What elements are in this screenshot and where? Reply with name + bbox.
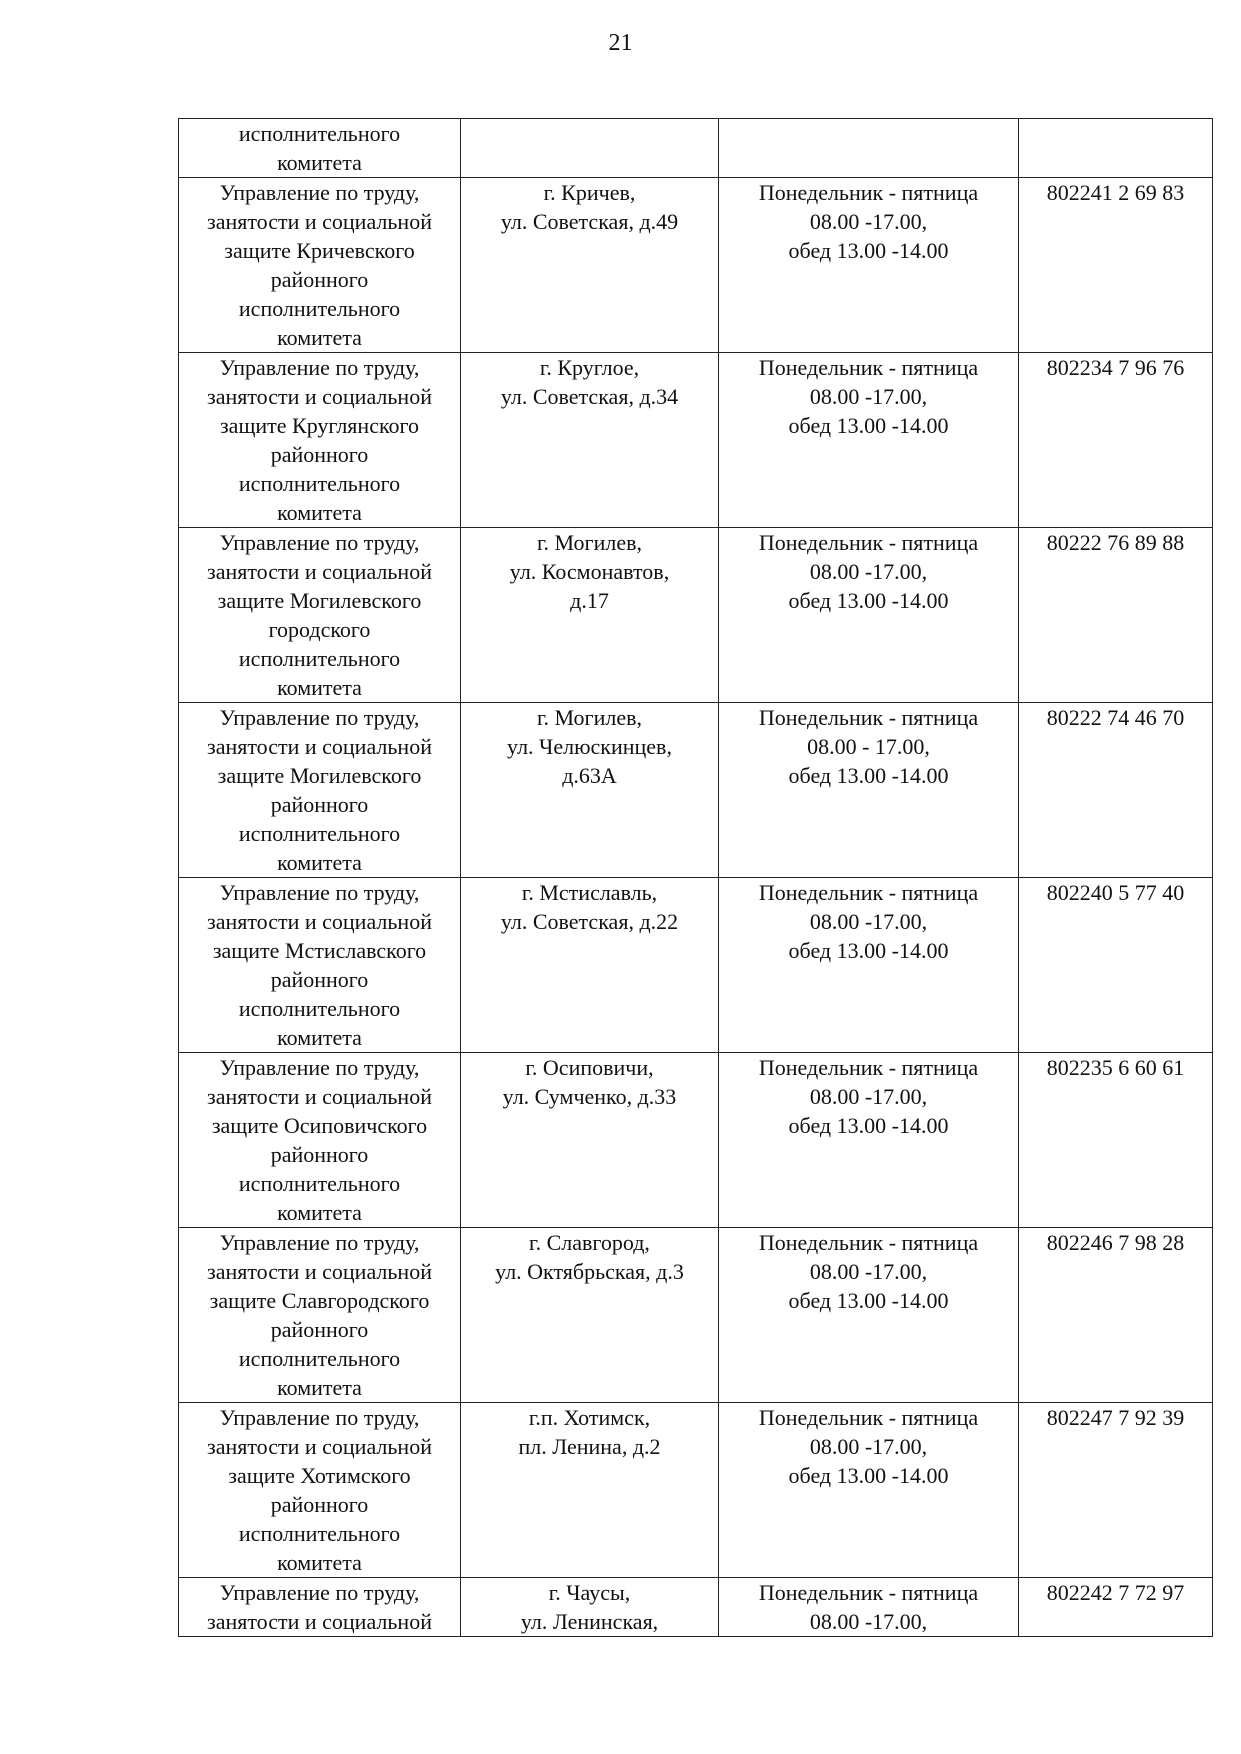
hours-cell: Понедельник - пятница 08.00 -17.00, обед 13.00 -14.00 xyxy=(719,353,1019,528)
address-cell: г. Славгород, ул. Октябрьская, д.3 xyxy=(461,1228,719,1403)
organization-cell: Управление по труду, занятости и социальной защите Славгородского районного исполнительного комитета xyxy=(179,1228,461,1403)
table-row xyxy=(179,119,1213,178)
offices-table xyxy=(178,118,1213,1637)
hours-cell: Понедельник - пятница 08.00 -17.00, обед 13.00 -14.00 xyxy=(719,878,1019,1053)
organization-cell: Управление по труду, занятости и социальной защите Хотимского районного исполнительного комитета xyxy=(179,1403,461,1578)
organization-cell: Управление по труду, занятости и социальной xyxy=(179,1578,461,1637)
hours-cell xyxy=(719,119,1019,178)
phone-cell: 80222 74 46 70 xyxy=(1019,703,1213,878)
phone-cell: 802246 7 98 28 xyxy=(1019,1228,1213,1403)
organization-cell: Управление по труду, занятости и социальной защите Осиповичского районного исполнительного комитета xyxy=(179,1053,461,1228)
organization-cell: Управление по труду, занятости и социальной защите Могилевского районного исполнительного комитета xyxy=(179,703,461,878)
hours-cell: Понедельник - пятница 08.00 - 17.00, обед 13.00 -14.00 xyxy=(719,703,1019,878)
hours-cell: Понедельник - пятница 08.00 -17.00, xyxy=(719,1578,1019,1637)
organization-cell: Управление по труду, занятости и социальной защите Могилевского городского исполнительного комитета xyxy=(179,528,461,703)
hours-cell: Понедельник - пятница 08.00 -17.00, обед 13.00 -14.00 xyxy=(719,1053,1019,1228)
phone-cell: 802247 7 92 39 xyxy=(1019,1403,1213,1578)
hours-cell: Понедельник - пятница 08.00 -17.00, обед 13.00 -14.00 xyxy=(719,1228,1019,1403)
page-number: 21 xyxy=(608,30,633,56)
phone-cell: 802240 5 77 40 xyxy=(1019,878,1213,1053)
table-row xyxy=(179,528,1213,703)
hours-cell: Понедельник - пятница 08.00 -17.00, обед 13.00 -14.00 xyxy=(719,178,1019,353)
address-cell xyxy=(461,119,719,178)
address-cell: г. Могилев, ул. Космонавтов, д.17 xyxy=(461,528,719,703)
table-row xyxy=(179,1053,1213,1228)
organization-cell: Управление по труду, занятости и социальной защите Мстиславского районного исполнительного комитета xyxy=(179,878,461,1053)
hours-cell: Понедельник - пятница 08.00 -17.00, обед 13.00 -14.00 xyxy=(719,528,1019,703)
address-cell: г. Могилев, ул. Челюскинцев, д.63А xyxy=(461,703,719,878)
phone-cell: 80222 76 89 88 xyxy=(1019,528,1213,703)
organization-cell: Управление по труду, занятости и социальной защите Круглянского районного исполнительного комитета xyxy=(179,353,461,528)
address-cell: г. Мстиславль, ул. Советская, д.22 xyxy=(461,878,719,1053)
address-cell: г. Чаусы, ул. Ленинская, xyxy=(461,1578,719,1637)
phone-cell: 802242 7 72 97 xyxy=(1019,1578,1213,1637)
table-row xyxy=(179,878,1213,1053)
address-cell: г. Осиповичи, ул. Сумченко, д.33 xyxy=(461,1053,719,1228)
table-row xyxy=(179,1578,1213,1637)
phone-cell: 802235 6 60 61 xyxy=(1019,1053,1213,1228)
table-row xyxy=(179,1403,1213,1578)
organization-cell: Управление по труду, занятости и социальной защите Кричевского районного исполнительного комитета xyxy=(179,178,461,353)
hours-cell: Понедельник - пятница 08.00 -17.00, обед 13.00 -14.00 xyxy=(719,1403,1019,1578)
table-row xyxy=(179,703,1213,878)
table-row xyxy=(179,1228,1213,1403)
organization-cell: исполнительного комитета xyxy=(179,119,461,178)
address-cell: г.п. Хотимск, пл. Ленина, д.2 xyxy=(461,1403,719,1578)
phone-cell: 802234 7 96 76 xyxy=(1019,353,1213,528)
address-cell: г. Кричев, ул. Советская, д.49 xyxy=(461,178,719,353)
phone-cell: 802241 2 69 83 xyxy=(1019,178,1213,353)
table-row xyxy=(179,353,1213,528)
phone-cell xyxy=(1019,119,1213,178)
table-row xyxy=(179,178,1213,353)
address-cell: г. Круглое, ул. Советская, д.34 xyxy=(461,353,719,528)
